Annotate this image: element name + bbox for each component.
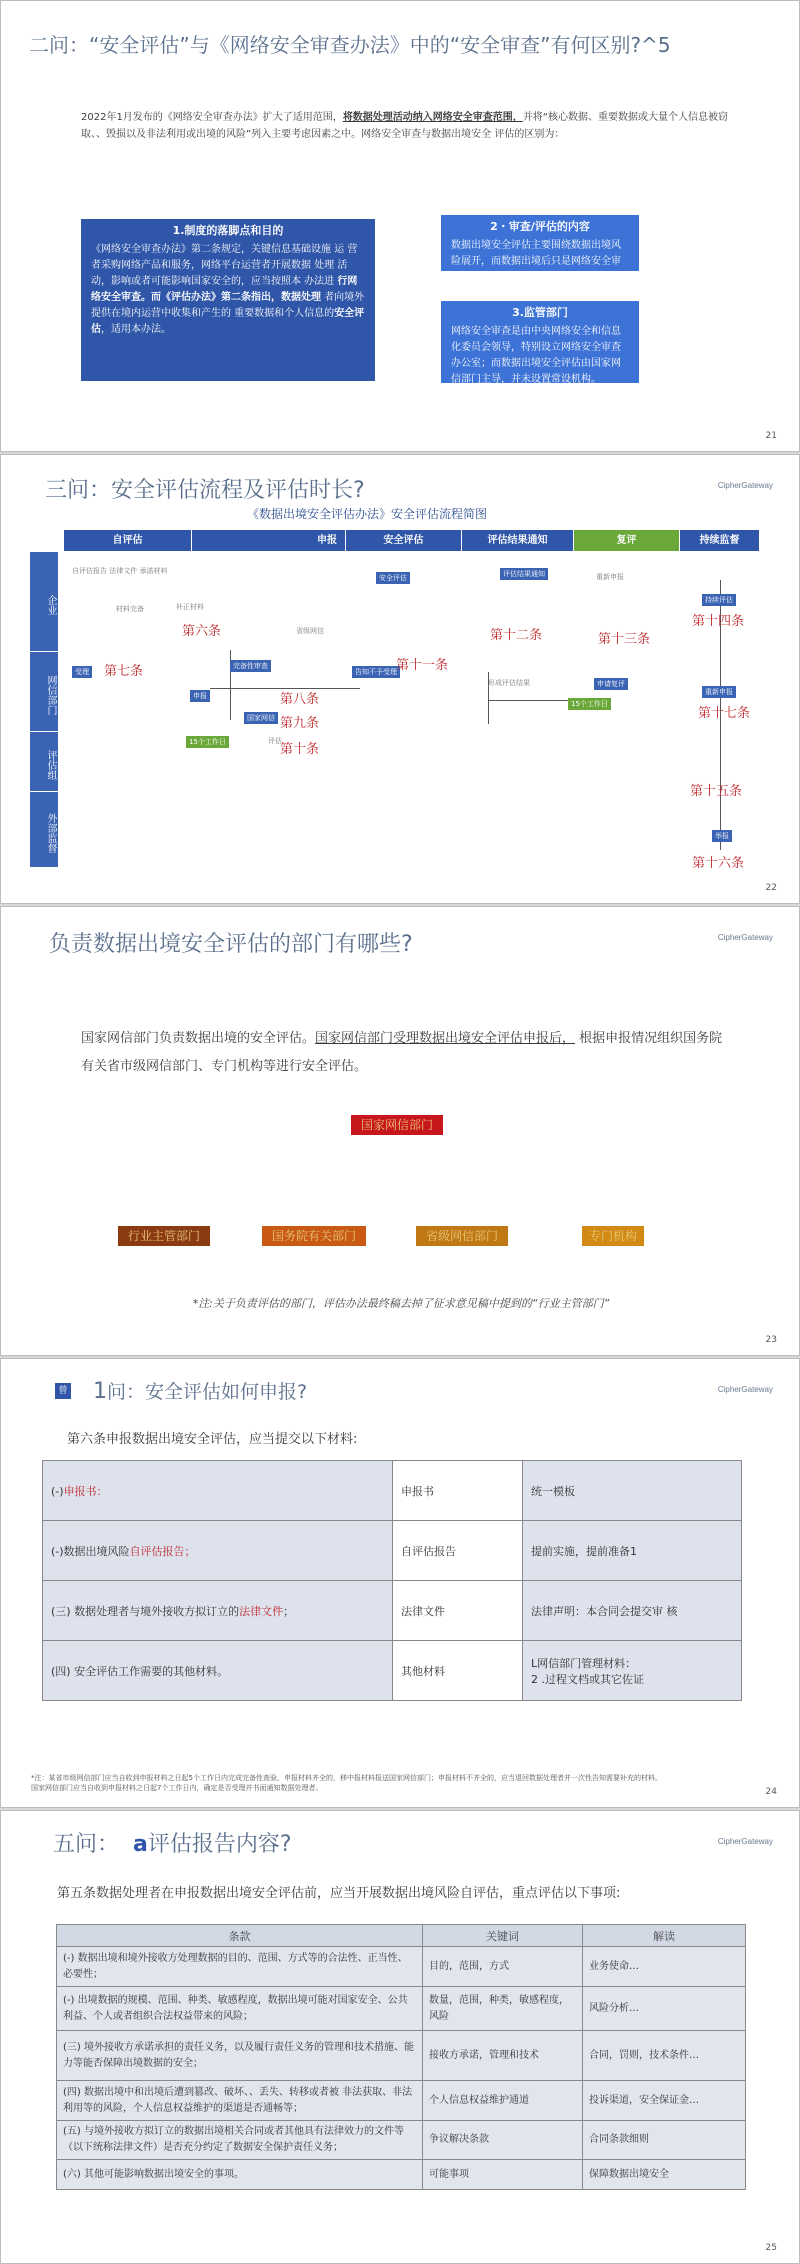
table-row: (-) 数据出境和境外接收方处理数据的目的、范围、方式等的合法性、正当性、必要性； 目的，范围，方式 业务使命… — [57, 1947, 746, 1987]
flow-node-continuous: 持续评估 — [702, 594, 736, 606]
page-number: 25 — [765, 2243, 777, 2253]
article-label: 第十七条 — [698, 706, 751, 721]
article-label: 第十二条 — [490, 628, 543, 643]
flow-node-result-notice: 评估结果通知 — [500, 568, 548, 580]
footnote: *注:关于负责评估的部门，评估办法最终稿去掉了征求意见稿中提到的“行业主管部门” — [192, 1297, 610, 1310]
cipher-gateway-logo: CipherGateway — [717, 933, 773, 942]
page-number: 24 — [765, 1787, 777, 1797]
article-label: 第十六条 — [692, 856, 745, 871]
flow-node: 补正材料 — [176, 603, 204, 611]
phase-continuous-supervision: 持续监督 — [680, 530, 760, 551]
provincial-cac-box: 省级网信部门 — [416, 1226, 508, 1246]
article-label: 第九条 — [280, 716, 320, 731]
article-label: 第六条 — [182, 624, 222, 639]
cipher-gateway-logo: CipherGateway — [717, 481, 773, 490]
lane-cac: 网信部门 — [30, 652, 58, 732]
special-agency-box: 专门机构 — [582, 1226, 644, 1246]
flow-subtitle: 《数据出境安全评估办法》安全评估流程简图 — [247, 507, 488, 521]
table-row: (四) 安全评估工作需要的其他材料。 其他材料 L网信部门管理材料： 2 .过程文档或其它佐证 — [43, 1641, 742, 1701]
cipher-gateway-logo: CipherGateway — [717, 1385, 773, 1394]
page-number: 22 — [765, 883, 777, 893]
table-row: (五) 与境外接收方拟订立的数据出境相关合同或者其他具有法律效力的文件等（以下统称法律文件）是否充分约定了数据安全保护责任义务； 争议解决条款 合同条款细则 — [57, 2121, 746, 2160]
cipher-gateway-logo: CipherGateway — [717, 1837, 773, 1846]
materials-table — [42, 1460, 742, 1701]
phase-assessment: 安全评估 — [346, 530, 462, 551]
table-row: (-)数据出境风险自评估报告； 自评估报告 提前实施，提前准备1 — [43, 1521, 742, 1581]
phase-result-notice: 评估结果通知 — [462, 530, 574, 551]
state-council-box: 国务院有关部门 — [262, 1226, 366, 1246]
phase-re-evaluation: 复评 — [574, 530, 680, 551]
lane-external-supervision: 外部监督 — [30, 792, 58, 868]
lead-text: 第五条数据处理者在申报数据出境安全评估前，应当开展数据出境风险自评估，重点评估以下事项: — [57, 1886, 621, 1901]
footnotes: *注：某省市级网信部门应当自收到申报材料之日起5个工作日内完成完备性查验，申报材料齐全的，移中报材料报送国家网信部门；申报材料不齐全的，应当退回数据处理者并一次性告知需要补充的材料。 国家网信部门应当自收到申报材料之日起7个工作日内，确定是否受理并书面通知数据处理者。 — [31, 1774, 662, 1792]
phase-self-assessment: 自评估 — [64, 530, 192, 551]
table-header: 条款 关键词 解读 — [57, 1925, 746, 1947]
slide-22 — [0, 454, 800, 904]
box-review-content: 2・审查/评估的内容 数据出境安全评估主要围绕数据出境风险展开，而数据出境后只是网络安全审查的部分内容 — [441, 215, 639, 271]
flow-node-national-cac: 国家网信 — [244, 712, 278, 724]
flow-node: 评估 — [268, 737, 282, 745]
departments-paragraph: 国家网信部门负责数据出境的安全评估。国家网信部门受理数据出境安全评估申报后， 根据申报情况组织国务院有关省市级网信部门、专门机构等进行安全评估。 — [81, 1031, 723, 1074]
table-row: (六) 其他可能影响数据出境安全的事项。 可能事项 保障数据出境安全 — [57, 2160, 746, 2190]
article-label: 第七条 — [104, 664, 144, 679]
flow-node-green: 15个工作日 — [186, 736, 229, 748]
flow-node-assessment: 安全评估 — [376, 572, 410, 584]
slide-title: 三问：安全评估流程及评估时长? — [45, 478, 365, 503]
table-row: (四) 数据出境中和出境后遭到篡改、破坏、、丢失、转移或者被 非法获取、非法利用等的风险，个人信息权益维护的渠道是否通畅等； 个人信息权益维护通道 投诉渠道，安全保证金… — [57, 2081, 746, 2121]
slide-21 — [0, 0, 800, 452]
slide-title: 负责数据出境安全评估的部门有哪些? — [49, 932, 413, 957]
article-label: 第十三条 — [598, 632, 651, 647]
flow-node-15days: 15个工作日 — [568, 698, 611, 710]
slide-title: 二问：“安全评估”与《网络安全审查办法》中的“安全审查”有何区别?^5 — [29, 33, 671, 57]
page-number: 23 — [765, 1335, 777, 1345]
slide-title: 1问：安全评估如何申报? — [93, 1379, 308, 1404]
page-number: 21 — [765, 431, 777, 441]
phase-application: 申报 — [192, 530, 346, 551]
box-regulator: 3.监管部门 网络安全审查是由中央网络安全和信息化委员会领导，特别设立网络安全审查办公室；而数据出境安全评估由国家网信部门主导，并未设置常设机构。 — [441, 301, 639, 383]
title-mark: 曾 — [55, 1383, 71, 1399]
lane-assessment-group: 评估组 — [30, 732, 58, 792]
lane-enterprise: 企业 — [30, 552, 58, 652]
intro-paragraph: 2022年1月发布的《网络安全审查办法》扩大了适用范围，将数据处理活动纳入网络安全审查范围，并将“核心数据、重要数据或大量个人信息被窃取、、毁损以及非法利用或出境的风险”列入主要考虑因素之中。网络安全审查与数据出境安全 评估的区别为： — [81, 112, 728, 140]
flow-node: 材料完备 — [116, 605, 144, 613]
flow-node-reject: 告知不予受理 — [352, 666, 400, 678]
lead-text: 第六条申报数据出境安全评估，应当提交以下材料: — [67, 1432, 358, 1447]
flow-node-apply: 申报 — [190, 690, 210, 702]
article-label: 第十五条 — [690, 784, 743, 799]
article-label: 第八条 — [280, 692, 320, 707]
table-row: (三) 数据处理者与境外接收方拟订立的法律文件； 法律文件 法律声明：本合同会提交审 核 — [43, 1581, 742, 1641]
table-row: (三) 境外接收方承诺承担的责任义务，以及履行责任义务的管理和技术措施、能力等能否保障出境数据的安全； 接收方承诺，管理和技术 合同，罚则，技术条件… — [57, 2031, 746, 2081]
flow-node: 自评估报告 法律文件 承诺材料 — [72, 567, 168, 575]
flow-node-re-evaluation: 申请复评 — [594, 678, 628, 690]
article-label: 第十一条 — [396, 658, 449, 673]
box-focus-purpose: 1.制度的落脚点和目的 《网络安全审查办法》第二条规定，关键信息基础设施 运 营者采购网络产品和服务，网络平台运营者开展数据 处理 活动，影响或者可能影响国家安全的，应当按照本 办法进 行网络安全审查。而《评估办法》第二条指出，数据处理 者向境外提供在境内运营中收集和产生的 重要数据和个人信息的安全评估，适用本办法。 — [81, 219, 375, 381]
table-row: (-) 出境数据的规模、范围、种类、敏感程度，数据出境可能对国家安全、公共利益、个人或者组织合法权益带来的风险； 数量，范围，种类，敏感程度， 风险 风险分析… — [57, 1987, 746, 2031]
flow-node-completeness: 完备性审查 — [230, 660, 271, 672]
flow-node-report: 举报 — [712, 830, 732, 842]
flow-node: 重新申报 — [596, 573, 624, 581]
slide-title: 五问： a评估报告内容? — [53, 1832, 292, 1857]
article-label: 第十四条 — [692, 614, 745, 629]
article-label: 第十条 — [280, 742, 320, 757]
flow-node: 省级网信 — [296, 627, 324, 635]
national-cac-box: 国家网信部门 — [351, 1115, 443, 1135]
table-row: (-)申报书： 申报书 统一模板 — [43, 1461, 742, 1521]
flow-node-accept: 受理 — [72, 666, 92, 678]
report-content-table — [56, 1924, 746, 2190]
industry-authority-box: 行业主管部门 — [118, 1226, 210, 1246]
slide-23 — [0, 906, 800, 1356]
flow-node: 形成评估结果 — [488, 679, 530, 687]
flow-node-reapply: 重新申报 — [702, 686, 736, 698]
